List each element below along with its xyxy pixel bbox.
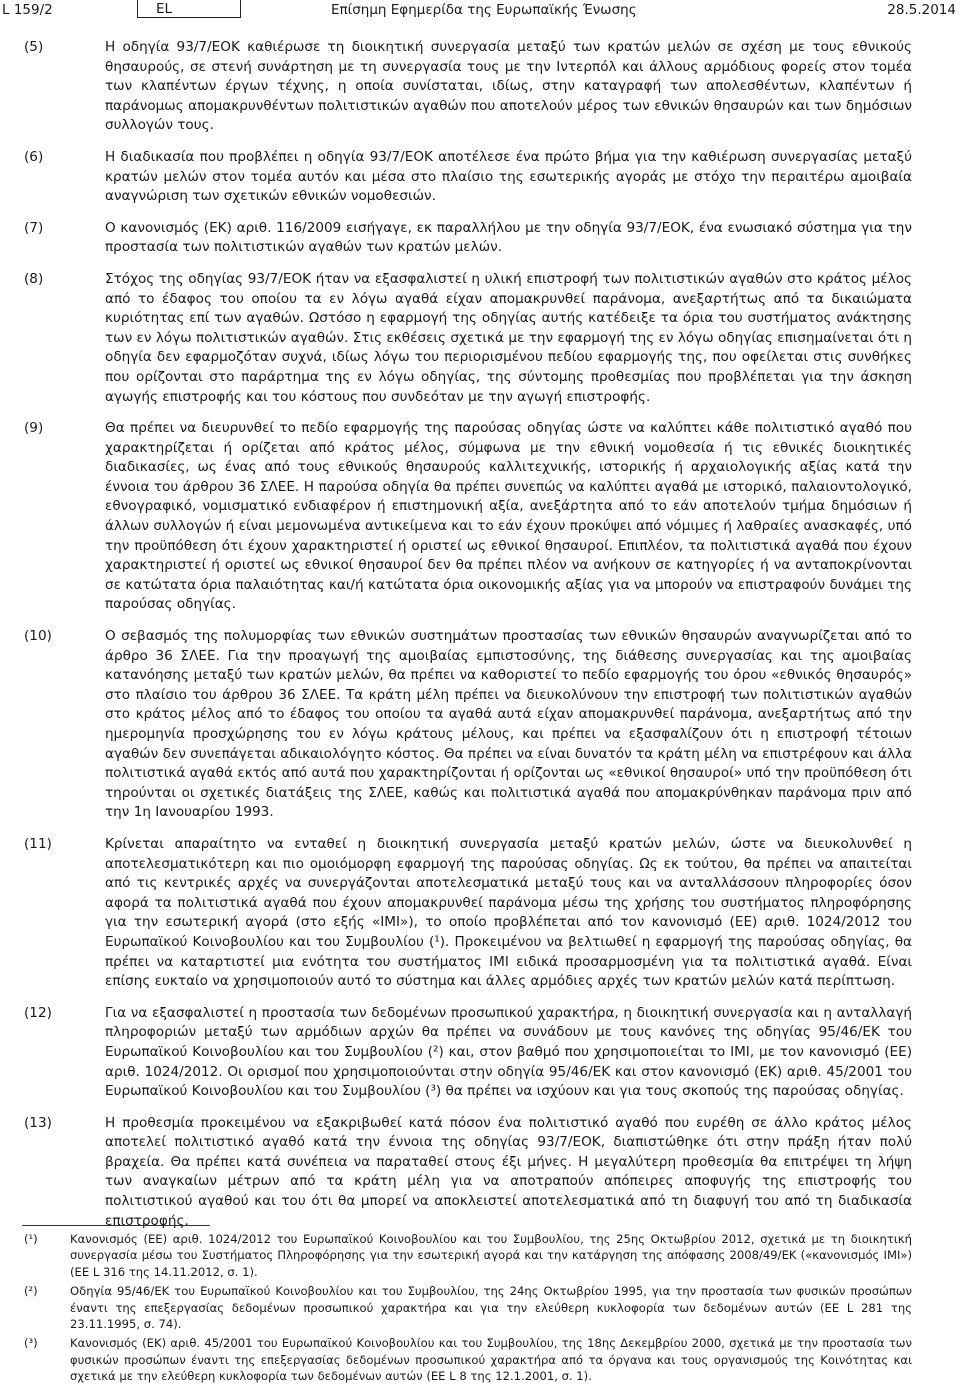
footnote-text: Κανονισμός (ΕΕ) αριθ. 1024/2012 του Ευρωπαϊκού Κοινοβουλίου και του Συμβουλίου, της 25ης Οκτωβρίου 2012, σχετικά με τη διοικητική συνεργασία μέσω του Συστήματος Πληροφόρησης για την εσωτερική αγορά και την κατάργηση της απόφασης 2008/49/ΕΚ («κανονισμός ΙΜΙ») (ΕΕ L 316 της 14.11.2012, σ. 1). xyxy=(70,1232,912,1279)
footnote-number: (²) xyxy=(24,1284,38,1299)
page-label: L 159/2 xyxy=(2,2,53,18)
recital-text: Για να εξασφαλιστεί η προστασία των δεδομένων προσωπικού χαρακτήρα, η διοικητική συνεργασία και η ανταλλαγή πληροφοριών μεταξύ των αρμόδιων αρχών θα πρέπει να συνάδουν με τους κανόνες της οδηγίας 95/46/ΕΚ του Ευρωπαϊκού Κοινοβουλίου και του Συμβουλίου (²) και, στον βαθμό που χρησιμοποιείται το IMI, με τον κανονισμό (ΕΕ) αριθ. 1024/2012. Οι ορισμοί που χρησιμοποιούνται στην οδηγία 95/46/ΕΚ και στον κανονισμό (ΕΚ) αριθ. 45/2001 του Ευρωπαϊκού Κοινοβουλίου και του Συμβουλίου (³) θα πρέπει να ισχύουν και για τους σκοπούς της παρούσας οδηγίας. xyxy=(105,1004,912,1100)
recitals-section xyxy=(0,38,960,1243)
recital-12 xyxy=(0,1004,960,1102)
recital-number: (6) xyxy=(24,148,44,165)
recital-number: (10) xyxy=(24,628,52,645)
footnote-text: Οδηγία 95/46/ΕΚ του Ευρωπαϊκού Κοινοβουλίου και του Συμβουλίου, της 24ης Οκτωβρίου 1995, για την προστασία των φυσικών προσώπων έναντι της επεξεργασίας δεδομένων προσωπικού χαρακτήρα και για την ελεύθερη κυκλοφορία των δεδομένων αυτών (ΕΕ L 281 της 23.11.1995, σ. 74). xyxy=(70,1284,912,1332)
footnotes-section xyxy=(0,1231,960,1388)
recital-text: Στόχος της οδηγίας 93/7/ΕΟΚ ήταν να εξασφαλιστεί η υλική επιστροφή των πολιτιστικών αγαθών στο κράτος μέλος από το έδαφος του οποίου τα εν λόγω αγαθά είχαν απομακρυνθεί παράνομα, ανεξαρτήτως από τα δικαιώματα κυριότητας επί των αγαθών. Ωστόσο η εφαρμογή της οδηγίας αυτής κατέδειξε τα όρια του συστήματος ανάκτησης των εν λόγω πολιτιστικών αγαθών. Στις εκθέσεις σχετικά με την εφαρμογή της εν λόγω οδηγίας επισημαίνεται ότι η οδηγία δεν εφαρμοζόταν συχνά, ιδίως λόγω του περιορισμένου πεδίου εφαρμογής της, που οφείλεται στις συνθήκες που ορίζονται στο παράρτημα της εν λόγω οδηγίας, της σύντομης προθεσμίας που προβλέπεται για την άσκηση αγωγής επιστροφής και του κόστους που συνδεόταν με την αγωγή επιστροφής. xyxy=(105,270,912,405)
publication-date: 28.5.2014 xyxy=(887,2,956,18)
recital-number: (12) xyxy=(24,1004,52,1021)
recital-7 xyxy=(0,219,960,258)
recital-text: Θα πρέπει να διευρυνθεί το πεδίο εφαρμογής της παρούσας οδηγίας ώστε να καλύπτει κάθε πολιτιστικό αγαθό που χαρακτηρίζεται ή ορίζεται από κράτος μέλος, σύμφωνα με την εθνική νομοθεσία ή τις εθνικές διοικητικές διαδικασίες, ως ένας από τους εθνικούς θησαυρούς καλλιτεχνικής, ιστορικής ή αρχαιολογικής αξίας κατά την έννοια του άρθρου 36 ΣΛΕΕ. Η παρούσα οδηγία θα πρέπει συνεπώς να καλύπτει αγαθά με ιστορικό, παλαιοντολογικό, εθνογραφικό, νομισματικό ενδιαφέρον ή επιστημονική αξία, ανεξάρτητα από το εάν αποτελούν τμήμα δημόσιων ή άλλων συλλογών ή είναι μεμονωμένα αντικείμενα και το εάν έχουν προκύψει από νόμιμες ή λαθραίες ανασκαφές, υπό την προϋπόθεση ότι έχουν χαρακτηριστεί ή οριστεί ως εθνικοί θησαυροί. Επιπλέον, τα πολιτιστικά αγαθά που έχουν χαρακτηριστεί ή οριστεί ως εθνικοί θησαυροί δεν θα πρέπει πλέον να ανήκουν σε κατηγορίες ή να ανταποκρίνονται σε κατώτατα όρια παλαιότητας και/ή κατώτατα όρια οικονομικής αξίας για να μπορούν να επιστραφούν δυνάμει της παρούσας οδηγίας. xyxy=(105,420,912,613)
recital-number: (7) xyxy=(24,219,44,236)
recital-8 xyxy=(0,270,960,407)
recital-10 xyxy=(0,627,960,823)
recital-5 xyxy=(0,38,960,136)
footnote-number: (³) xyxy=(24,1336,38,1351)
recital-number: (5) xyxy=(24,39,44,55)
recital-6 xyxy=(0,148,960,207)
recital-text: Κρίνεται απαραίτητο να ενταθεί η διοικητική συνεργασία μεταξύ κρατών μελών, ώστε να διευκολυνθεί η αποτελεσματικότερη και πιο ομοιόμορφη εφαρμογή της παρούσας οδηγίας. Ως εκ τούτου, θα πρέπει να απαιτείται από τις κεντρικές αρχές να συνεργάζονται αποτελεσματικά μεταξύ τους και να ανταλλάσσουν πληροφορίες όσον αφορά τα πολιτιστικά αγαθά που έχουν απομακρυνθεί παράνομα μέσω της χρήσης του συστήματος πληροφόρησης για την εσωτερική αγορά (στο εξής «IMI»), το οποίο προβλέπεται από τον κανονισμό (ΕΕ) αριθ. 1024/2012 του Ευρωπαϊκού Κοινοβουλίου και του Συμβουλίου (¹). Προκειμένου να βελτιωθεί η εφαρμογή της παρούσας οδηγίας, θα πρέπει να καταρτιστεί μια ενότητα του συστήματος IMI ειδικά προσαρμοσμένη για τα πολιτιστικά αγαθά. Είναι επίσης ευκταίο να χρησιμοποιούν αυτό το σύστημα και άλλες αρμόδιες αρχές των κρατών μελών κατά περίπτωση. xyxy=(105,835,912,990)
journal-title: Επίσημη Εφημερίδα της Ευρωπαϊκής Ένωσης xyxy=(331,2,637,18)
language-code: EL xyxy=(137,0,241,18)
recital-text: Ο σεβασμός της πολυμορφίας των εθνικών συστημάτων προστασίας των εθνικών θησαυρών αναγνωρίζεται από το άρθρο 36 ΣΛΕΕ. Για την προαγωγή της αμοιβαίας εμπιστοσύνης, της διάθεσης συνεργασίας και της αμοιβαίας κατανόησης μεταξύ των κρατών μελών, θα πρέπει να καθοριστεί το πεδίο εφαρμογής του όρου «εθνικός θησαυρός» στο πλαίσιο του άρθρου 36 ΣΛΕΕ. Τα κράτη μέλη πρέπει να διευκολύνουν την επιστροφή των πολιτιστικών αγαθών στο κράτος μέλος από το έδαφος του οποίου τα αγαθά αυτά είχαν απομακρυνθεί παράνομα, ανεξαρτήτως από την ημερομηνία προσχώρησης του εν λόγω κράτους μέλους, και πρέπει να εξασφαλίζουν ότι η επιστροφή τέτοιων αγαθών δεν συνεπάγεται αδικαιολόγητο κόστος. Θα πρέπει να είναι δυνατόν τα κράτη μέλη να επιστρέφουν και άλλα πολιτιστικά αγαθά εκτός από αυτά που χαρακτηρίζονται ή ορίζονται ως «εθνικοί θησαυροί» υπό την προϋπόθεση ότι τηρούνται οι σχετικές διατάξεις της ΣΛΕΕ, καθώς και πολιτιστικά αγαθά που απομακρύνθηκαν παράνομα πριν από την 1η Ιανουαρίου 1993. xyxy=(105,628,912,821)
footnote-2 xyxy=(0,1283,960,1332)
recital-number: (11) xyxy=(24,835,52,852)
footnote-1 xyxy=(0,1231,960,1280)
recital-text: Η οδηγία 93/7/ΕΟΚ καθιέρωσε τη διοικητική συνεργασία μεταξύ των κρατών μελών σε σχέση με τους εθνικούς θησαυρούς, σε στενή συνάρτηση με τη συνεργασία τους με την Ιντερπόλ και άλλους αρμόδιους φορείς στον τομέα των κλαπέντων έργων τέχνης, η οποία συνίσταται, ιδίως, στην καταγραφή των απολεσθέντων, κλαπέντων ή παράνομως απομακρυνθέντων πολιτιστικών αγαθών που αποτελούν μέρος των εθνικών θησαυρών και των δημόσιων συλλογών τους. xyxy=(105,39,912,134)
footnote-text: Κανονισμός (ΕΚ) αριθ. 45/2001 του Ευρωπαϊκού Κοινοβουλίου και του Συμβουλίου, της 18ης Δεκεμβρίου 2000, σχετικά με την προστασία των φυσικών προσώπων έναντι της επεξεργασίας δεδομένων προσωπικού χαρακτήρα από τα όργανα και τους οργανισμούς της Κοινότητας και σχετικά με την ελεύθερη κυκλοφορία των δεδομένων αυτών (ΕΕ L 8 της 12.1.2001, σ. 1). xyxy=(70,1336,912,1384)
recital-9 xyxy=(0,419,960,615)
recital-11 xyxy=(0,835,960,992)
recital-text: Η προθεσμία προκειμένου να εξακριβωθεί κατά πόσον ένα πολιτιστικό αγαθό που ευρέθη σε άλλο κράτος μέλος αποτελεί πολιτιστικό αγαθό κατά την έννοια της οδηγίας 93/7/ΕΟΚ, διαπιστώθηκε ότι στην πράξη ήταν πολύ βραχεία. Θα πρέπει κατά συνέπεια να παραταθεί στους έξι μήνες. Η μεγαλύτερη προθεσμία θα επιτρέψει τη λήψη των αναγκαίων μέτρων από τα κράτη μέλη για να αποτραπούν απόπειρες αποφυγής της επιστροφής του πολιτιστικού αγαθού και του ότι θα μπορεί να αποκλειστεί αποτελεσματικά από τη διαφυγή του από τη διαδικασία επιστροφής. xyxy=(105,1114,912,1229)
recital-13 xyxy=(0,1114,960,1232)
recital-text: Ο κανονισμός (ΕΚ) αριθ. 116/2009 εισήγαγε, εκ παραλλήλου με την οδηγία 93/7/ΕΟΚ, ένα ενωσιακό σύστημα για την προστασία των πολιτιστικών αγαθών των κρατών μελών. xyxy=(105,219,912,256)
footnote-3 xyxy=(0,1335,960,1384)
page-header xyxy=(0,0,960,24)
recital-number: (8) xyxy=(24,270,44,287)
footnote-separator xyxy=(22,1225,210,1226)
recital-number: (13) xyxy=(24,1114,52,1131)
footnote-number: (¹) xyxy=(24,1232,38,1246)
recital-text: Η διαδικασία που προβλέπει η οδηγία 93/7/ΕΟΚ αποτέλεσε ένα πρώτο βήμα για την καθιέρωση συνεργασίας μεταξύ κρατών μελών στον τομέα αυτόν και μέσα στο πλαίσιο της εσωτερικής αγοράς με στόχο την περαιτέρω αμοιβαία αναγνώριση των σχετικών εθνικών νομοθεσιών. xyxy=(105,148,912,205)
recital-number: (9) xyxy=(24,420,44,437)
